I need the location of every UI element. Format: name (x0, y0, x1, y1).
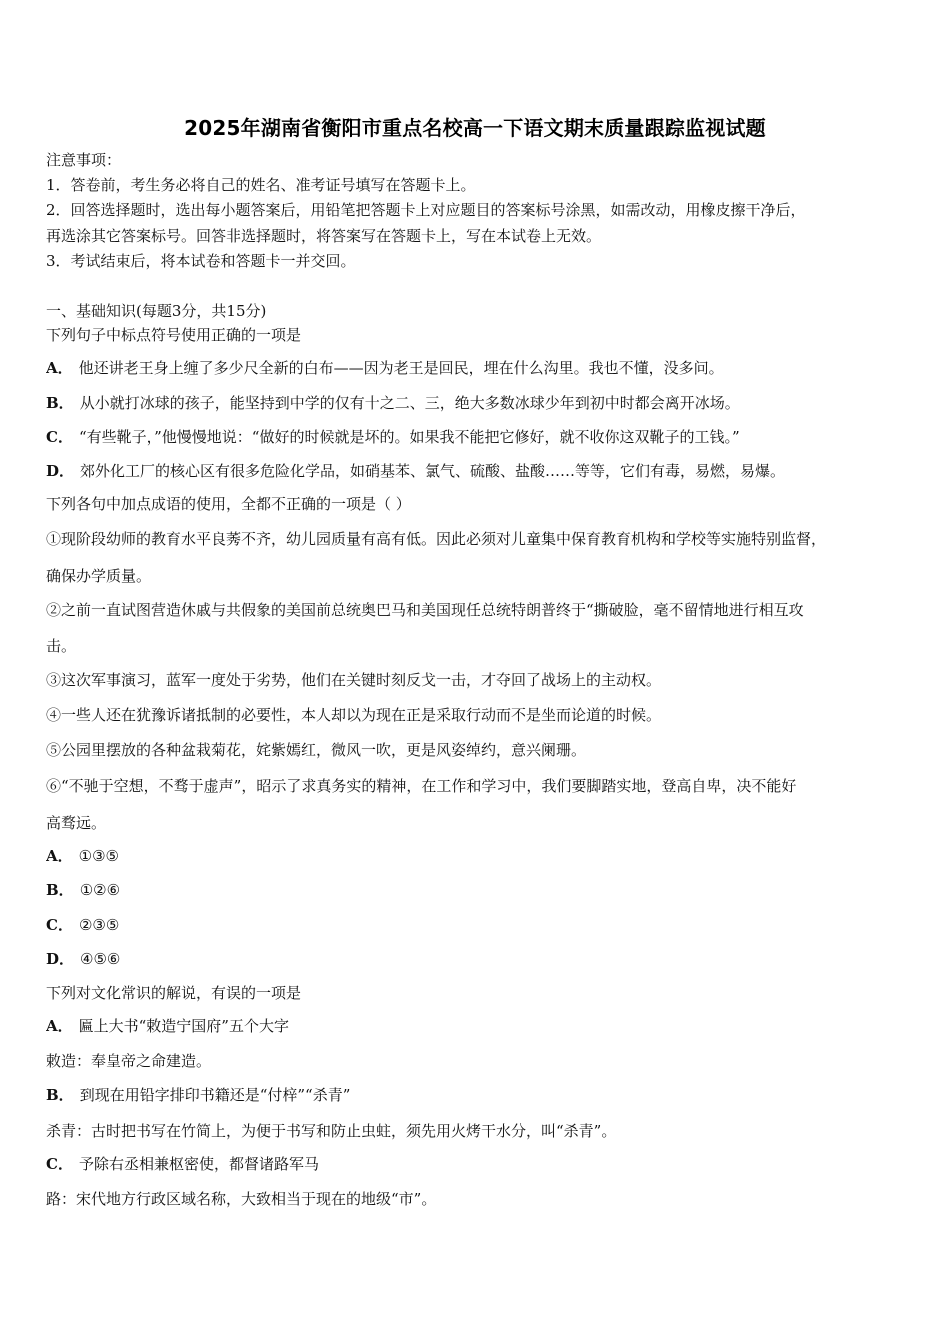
q2-sentence-2: ②之前一直试图营造休戚与共假象的美国前总统奥巴马和美国现任总统特朗普终于“撕破脸，毫不留情地进行相互攻 (46, 601, 804, 619)
q1-option-b-label: B． (46, 394, 74, 412)
q3-stem: 下列对文化常识的解说，有误的一项是 (46, 984, 302, 1002)
q1-option-d-text: 郊外化工厂的核心区有很多危险化学品，如硝基苯、氯气、硫酸、盐酸……等等，它们有毒，易燃，易爆。 (80, 462, 786, 480)
q1-option-d (46, 461, 916, 481)
q2-option-c-text: ②③⑤ (78, 916, 120, 934)
q2-option-c (46, 915, 916, 935)
q1-option-a-label: A． (46, 359, 73, 377)
q2-sentence-6-cont: 高骛远。 (46, 814, 107, 832)
q2-option-d (46, 949, 916, 969)
exam-title: 2025年湖南省衡阳市重点名校高一下语文期末质量跟踪监视试题 (184, 116, 766, 140)
q1-option-d-label: D． (46, 462, 75, 480)
q3-option-c (46, 1154, 916, 1174)
q2-sentence-4: ④一些人还在犹豫诉诸抵制的必要性，本人却以为现在正是采取行动而不是坐而论道的时候。 (46, 706, 662, 724)
q1-option-a-text: 他还讲老王身上缠了多少尺全新的白布——因为老王是回民，埋在什么沟里。我也不懂，没多问。 (78, 359, 724, 377)
q3-option-a (46, 1016, 916, 1036)
q3-option-a-note: 敕造：奉皇帝之命建造。 (46, 1052, 212, 1070)
notice-item-1: 1．答卷前，考生务必将自己的姓名、准考证号填写在答题卡上。 (46, 176, 476, 194)
q3-option-c-note: 路：宋代地方行政区域名称，大致相当于现在的地级“市”。 (46, 1190, 437, 1208)
q2-option-a-text: ①③⑤ (78, 847, 119, 865)
q3-option-a-label: A． (46, 1017, 73, 1035)
notice-item-3: 3．考试结束后，将本试卷和答题卡一并交回。 (46, 252, 356, 270)
notice-item-2: 2．回答选择题时，选出每小题答案后，用铅笔把答题卡上对应题目的答案标号涂黑，如需改动，用橡皮擦干净后， (46, 201, 806, 219)
q1-option-b-text: 从小就打冰球的孩子，能坚持到中学的仅有十之二、三，绝大多数冰球少年到初中时都会离开冰场。 (79, 394, 740, 412)
notice-item-2-cont: 再选涂其它答案标号。回答非选择题时，将答案写在答题卡上，写在本试卷上无效。 (46, 227, 602, 245)
q2-sentence-1-cont: 确保办学质量。 (46, 567, 152, 585)
q3-option-b-text: 到现在用铅字排印书籍还是“付梓”“杀青” (79, 1086, 351, 1104)
q2-sentence-6: ⑥“不驰于空想，不骛于虚声”，昭示了求真务实的精神，在工作和学习中，我们要脚踏实地，登高自卑，决不能好 (46, 777, 797, 795)
q2-option-d-text: ④⑤⑥ (80, 950, 121, 968)
q1-stem: 下列句子中标点符号使用正确的一项是 (46, 326, 302, 344)
q2-stem: 下列各句中加点成语的使用，全都不正确的一项是（ ） (46, 495, 411, 513)
q3-option-c-text: 予除右丞相兼枢密使，都督诸路军马 (78, 1155, 319, 1173)
section-heading: 一、基础知识(每题3分，共15分) (46, 302, 267, 320)
q1-option-a (46, 358, 916, 378)
q3-option-b-label: B． (46, 1086, 74, 1104)
q2-sentence-5: ⑤公园里摆放的各种盆栽菊花，姹紫嫣红，微风一吹，更是风姿绰约，意兴阑珊。 (46, 741, 587, 759)
q1-option-c-label: C． (46, 428, 73, 446)
q2-option-b-label: B． (46, 881, 74, 899)
q2-option-a-label: A． (46, 847, 73, 865)
q1-option-c (46, 427, 916, 447)
q2-sentence-3: ③这次军事演习，蓝军一度处于劣势，他们在关键时刻反戈一击，才夺回了战场上的主动权。 (46, 671, 662, 689)
q2-option-b-text: ①②⑥ (79, 881, 121, 899)
q3-option-b (46, 1085, 916, 1105)
q2-option-c-label: C． (46, 916, 73, 934)
q3-option-c-label: C． (46, 1155, 73, 1173)
q1-option-c-text: “有些靴子，”他慢慢地说：“做好的时候就是坏的。如果我不能把它修好，就不收你这双靴子的工钱。” (78, 428, 740, 446)
q3-option-a-text: 匾上大书“敕造宁国府”五个大字 (78, 1017, 289, 1035)
q1-option-b (46, 393, 916, 413)
notice-heading: 注意事项： (46, 151, 122, 169)
q2-sentence-1: ①现阶段幼师的教育水平良莠不齐，幼儿园质量有高有低。因此必须对儿童集中保育教育机构和学校等实施特别监督， (46, 530, 827, 548)
q2-option-b (46, 880, 916, 900)
q2-option-a (46, 846, 916, 866)
q3-option-b-note: 杀青：古时把书写在竹简上，为便于书写和防止虫蛀，须先用火烤干水分，叫“杀青”。 (46, 1122, 617, 1140)
q2-sentence-2-cont: 击。 (46, 637, 77, 655)
q2-option-d-label: D． (46, 950, 75, 968)
